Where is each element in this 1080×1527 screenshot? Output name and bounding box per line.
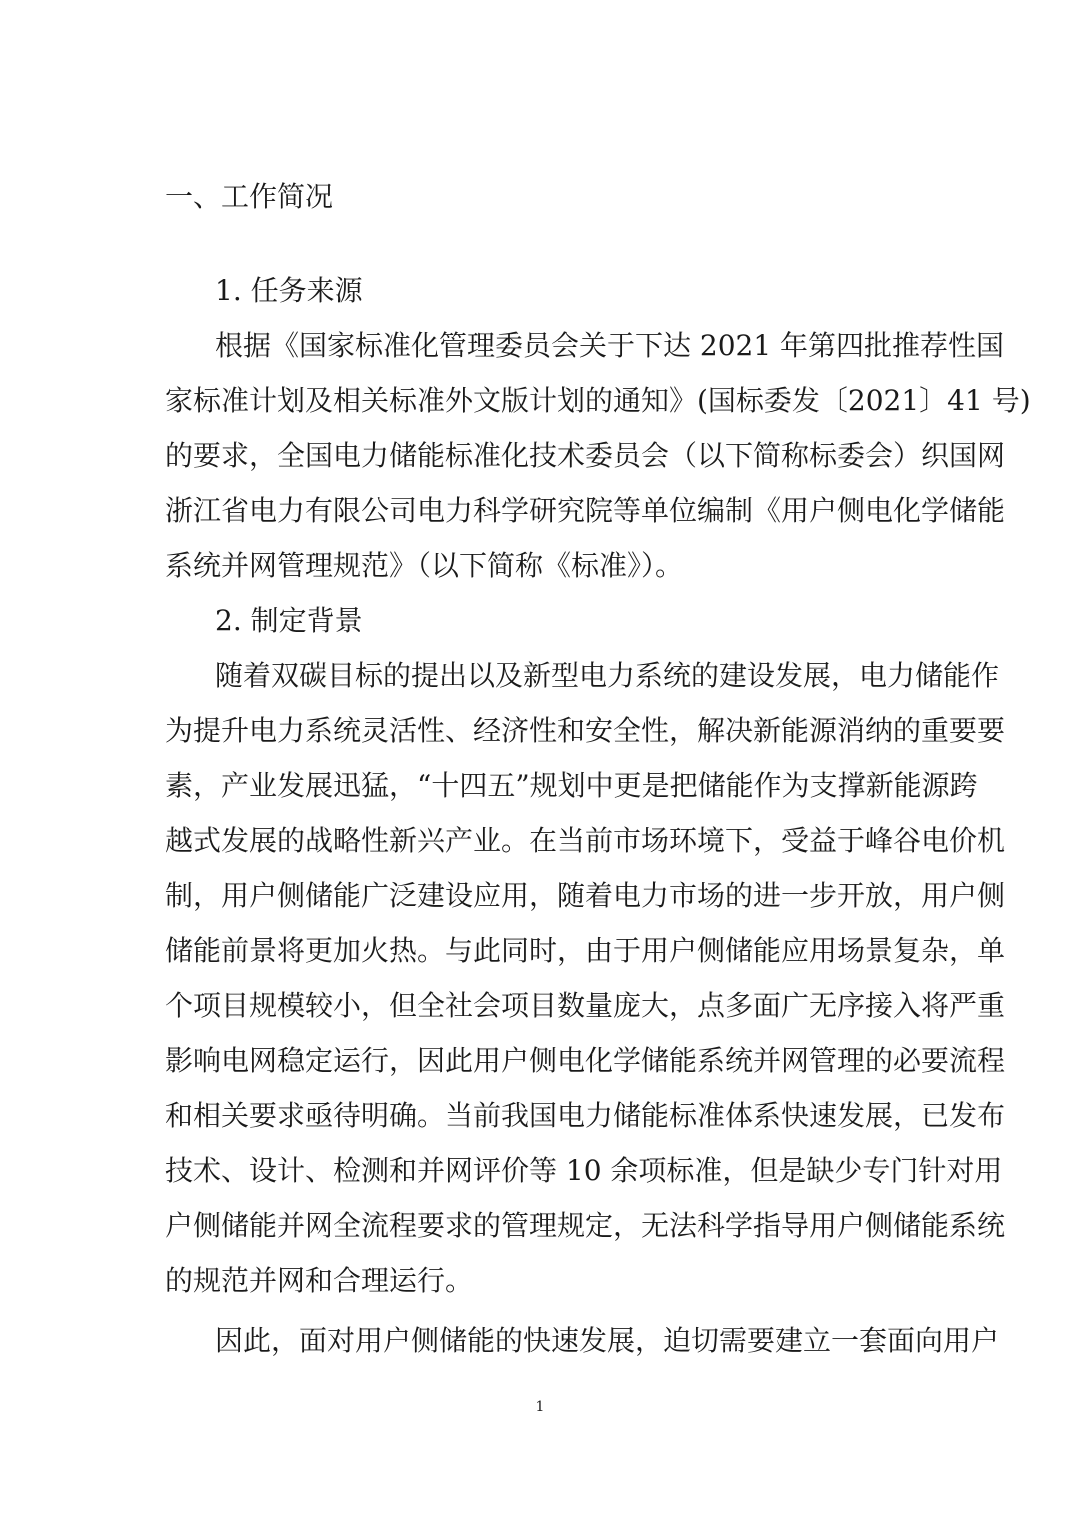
paragraph-line: 家标准计划及相关标准外文版计划的通知》(国标委发〔2021〕41 号) [165, 384, 1031, 417]
paragraph-line: 为提升电力系统灵活性、经济性和安全性，解决新能源消纳的重要要 [165, 714, 1006, 747]
paragraph-line: 影响电网稳定运行，因此用户侧电化学储能系统并网管理的必要流程 [165, 1044, 1006, 1077]
paragraph-line: 根据《国家标准化管理委员会关于下达 2021 年第四批推荐性国 [215, 329, 1005, 362]
paragraph-line: 储能前景将更加火热。与此同时，由于用户侧储能应用场景复杂，单 [165, 934, 1006, 967]
paragraph-line: 和相关要求亟待明确。当前我国电力储能标准体系快速发展，已发布 [165, 1099, 1006, 1132]
paragraph-line: 系统并网管理规范》（以下简称《标准》）。 [165, 549, 684, 582]
paragraph-line: 越式发展的战略性新兴产业。在当前市场环境下，受益于峰谷电价机 [165, 824, 1006, 857]
section-heading: 一、工作简况 [165, 180, 334, 213]
subsection-heading-task-source: 1. 任务来源 [215, 274, 363, 307]
paragraph-line: 随着双碳目标的提出以及新型电力系统的建设发展，电力储能作 [215, 659, 1000, 692]
paragraph-line: 因此，面对用户侧储能的快速发展，迫切需要建立一套面向用户 [215, 1324, 1000, 1357]
paragraph-line: 个项目规模较小，但全社会项目数量庞大，点多面广无序接入将严重 [165, 989, 1006, 1022]
subsection-heading-background: 2. 制定背景 [215, 604, 363, 637]
paragraph-line: 的要求，全国电力储能标准化技术委员会（以下简称标委会）织国网 [165, 439, 1006, 472]
page-number: 1 [535, 1399, 545, 1415]
paragraph-line: 的规范并网和合理运行。 [165, 1264, 474, 1297]
paragraph-line: 户侧储能并网全流程要求的管理规定，无法科学指导用户侧储能系统 [165, 1209, 1006, 1242]
paragraph-line: 技术、设计、检测和并网评价等 10 余项标准，但是缺少专门针对用 [165, 1154, 1003, 1187]
paragraph-line: 制，用户侧储能广泛建设应用，随着电力市场的进一步开放，用户侧 [165, 879, 1006, 912]
paragraph-line: 素，产业发展迅猛，“十四五”规划中更是把储能作为支撑新能源跨 [165, 769, 978, 802]
paragraph-line: 浙江省电力有限公司电力科学研究院等单位编制《用户侧电化学储能 [165, 494, 1006, 527]
